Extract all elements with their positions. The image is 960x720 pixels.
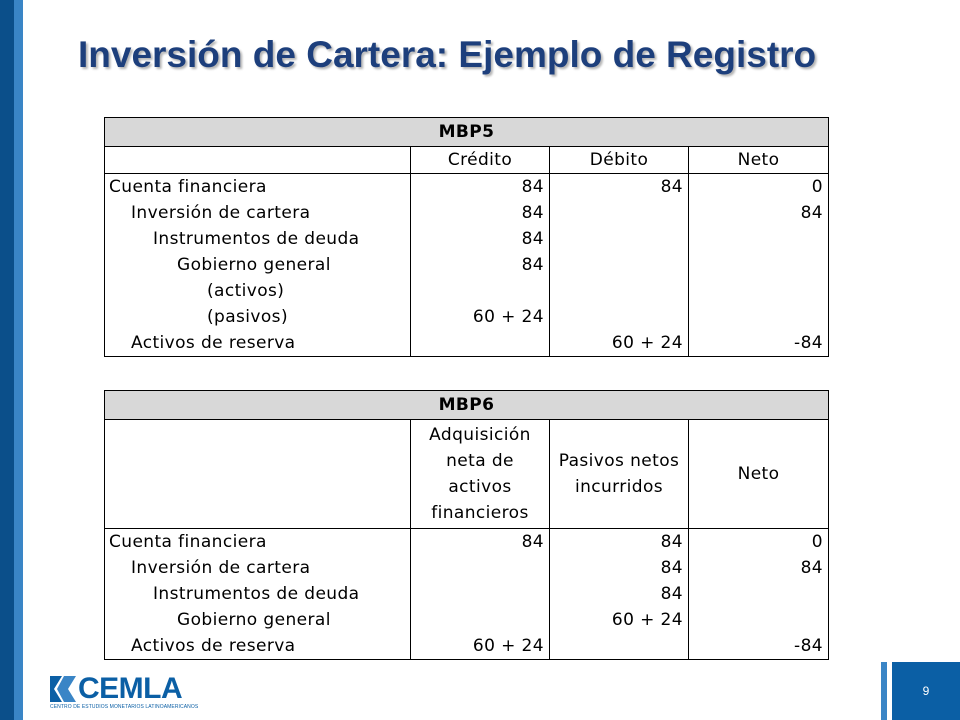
cell-debito — [550, 200, 689, 226]
table-row — [105, 278, 829, 304]
cell-debito: 84 — [550, 174, 689, 201]
cell-debito — [550, 304, 689, 330]
row-label: Gobierno general — [105, 607, 411, 633]
cell-neto — [689, 252, 829, 278]
cell-neto — [689, 278, 829, 304]
mbp6-col-neto: Neto — [689, 420, 829, 529]
cell-neto: 84 — [689, 555, 829, 581]
cell-neto: -84 — [689, 330, 829, 357]
mbp6-table — [104, 390, 829, 660]
cemla-wordmark: CEMLA — [78, 672, 183, 705]
row-label: (activos) — [105, 278, 411, 304]
cemla-logo-icon — [50, 676, 78, 702]
cell-pasivos: 84 — [550, 529, 689, 556]
table-row — [105, 200, 829, 226]
row-label: Activos de reserva — [105, 633, 411, 660]
cell-pasivos — [550, 633, 689, 660]
left-accent-bar — [0, 0, 14, 720]
table-row — [105, 330, 829, 357]
row-label: Inversión de cartera — [105, 555, 411, 581]
cell-credito — [411, 330, 550, 357]
mbp6-column-header-row — [105, 420, 829, 529]
page-number-block — [892, 662, 960, 720]
cell-neto: 0 — [689, 529, 829, 556]
cell-credito: 84 — [411, 226, 550, 252]
mbp6-empty-header — [105, 420, 411, 529]
row-label: Gobierno general — [105, 252, 411, 278]
cell-credito: 84 — [411, 252, 550, 278]
cell-neto — [689, 581, 829, 607]
mbp6-heading-row — [105, 391, 829, 420]
footer-accent-bar — [881, 662, 887, 720]
mbp5-col-debito: Débito — [550, 147, 689, 174]
cell-credito: 60 + 24 — [411, 304, 550, 330]
cell-neto — [689, 304, 829, 330]
cell-adquisicion — [411, 607, 550, 633]
cell-debito — [550, 252, 689, 278]
cemla-logo — [50, 672, 199, 714]
mbp6-heading: MBP6 — [105, 391, 829, 420]
mbp5-col-neto: Neto — [689, 147, 829, 174]
cell-adquisicion: 60 + 24 — [411, 633, 550, 660]
row-label: Instrumentos de deuda — [105, 226, 411, 252]
slide-title: Inversión de Cartera: Ejemplo de Registro — [78, 34, 817, 75]
cell-debito — [550, 226, 689, 252]
table-row — [105, 633, 829, 660]
cell-neto — [689, 607, 829, 633]
row-label: Instrumentos de deuda — [105, 581, 411, 607]
mbp5-empty-header — [105, 147, 411, 174]
mbp5-column-header-row — [105, 147, 829, 174]
mbp5-heading: MBP5 — [105, 118, 829, 147]
cell-pasivos: 84 — [550, 555, 689, 581]
table-row — [105, 304, 829, 330]
table-row — [105, 226, 829, 252]
mbp6-col-adquisicion: Adquisición neta de activos financieros — [411, 420, 550, 529]
table-row — [105, 555, 829, 581]
row-label: Activos de reserva — [105, 330, 411, 357]
table-row — [105, 607, 829, 633]
row-label: Cuenta financiera — [105, 529, 411, 556]
cell-neto: -84 — [689, 633, 829, 660]
cell-neto: 84 — [689, 200, 829, 226]
row-label: Cuenta financiera — [105, 174, 411, 201]
cell-debito: 60 + 24 — [550, 330, 689, 357]
row-label: Inversión de cartera — [105, 200, 411, 226]
cell-pasivos: 84 — [550, 581, 689, 607]
mbp5-heading-row — [105, 118, 829, 147]
cell-credito — [411, 278, 550, 304]
row-label: (pasivos) — [105, 304, 411, 330]
cell-adquisicion: 84 — [411, 529, 550, 556]
cell-debito — [550, 278, 689, 304]
left-accent-bar-light — [14, 0, 23, 720]
page-number: 9 — [922, 684, 930, 698]
table-row — [105, 581, 829, 607]
table-row — [105, 252, 829, 278]
mbp5-col-credito: Crédito — [411, 147, 550, 174]
table-row — [105, 529, 829, 556]
cell-pasivos: 60 + 24 — [550, 607, 689, 633]
cell-adquisicion — [411, 555, 550, 581]
cell-credito: 84 — [411, 200, 550, 226]
table-row — [105, 174, 829, 201]
mbp5-table — [104, 117, 829, 357]
cell-neto: 0 — [689, 174, 829, 201]
cell-neto — [689, 226, 829, 252]
cemla-subtitle: CENTRO DE ESTUDIOS MONETARIOS LATINOAMERICANOS — [50, 704, 199, 710]
cell-credito: 84 — [411, 174, 550, 201]
mbp6-col-pasivos: Pasivos netos incurridos — [550, 420, 689, 529]
cell-adquisicion — [411, 581, 550, 607]
